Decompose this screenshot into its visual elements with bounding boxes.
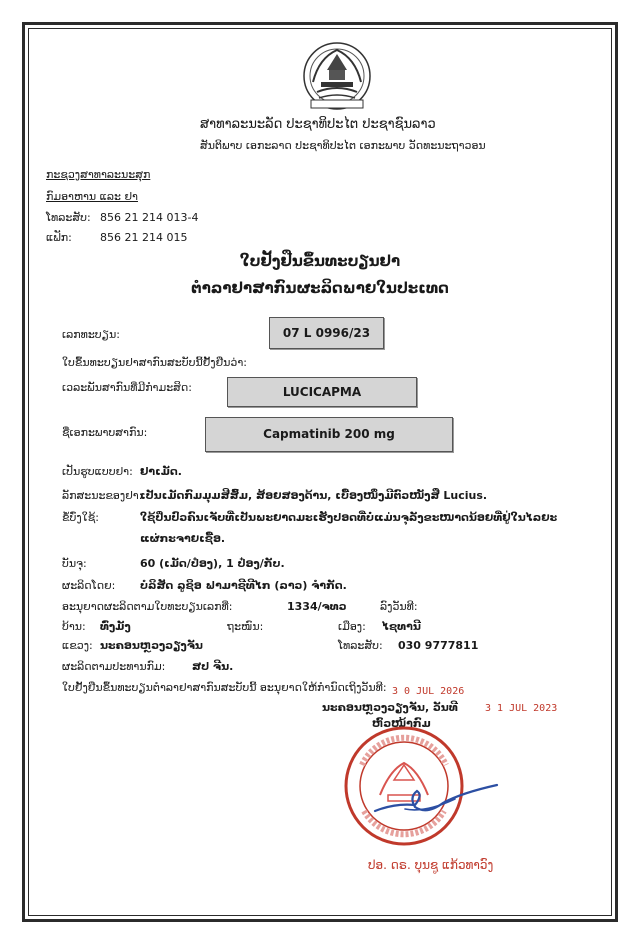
description-label: ລັກສະນະຂອງຢາ: <box>62 489 143 502</box>
district-label: ເມືອງ: <box>338 620 366 633</box>
lao-national-emblem-icon <box>299 40 375 114</box>
fax-label: ແຟັກ: <box>46 231 72 244</box>
description-value: ເປັນເມັດກົມມຸມສີສົ້ມ, ສ້ອຍສອງດ້ານ, ເບື້ອງໜຶ່ງມີຕົວໜັງສື Lucius. <box>140 489 488 502</box>
document-title: ໃບຢັ້ງຢືນຂຶ້ນທະບຽນຢາ <box>239 252 401 270</box>
dosage-form-value: ຢາເມັດ. <box>140 465 182 478</box>
generic-name-label: ຊື່ເອກະພາບສາກົນ: <box>62 426 148 439</box>
certification-intro: ໃບຂຶ້ນທະບຽນຢາສາກົນສະບັບນີ້ຢັ້ງຢືນວ່າ: <box>62 356 247 369</box>
phone-value: 030 9777811 <box>398 639 479 652</box>
generic-name-value: Capmatinib 200 mg <box>263 427 395 441</box>
brand-name-box <box>227 377 417 407</box>
generic-name-box <box>205 417 453 452</box>
packaging-label: ບັນຈຸ: <box>62 557 87 570</box>
brand-name-label: ເວລະພັນສາກົນທີ່ມີກຳມະສິດ: <box>62 381 192 394</box>
handwritten-signature <box>365 775 505 825</box>
brand-name-value: LUCICAPMA <box>282 385 362 399</box>
village-value: ທົ່ງມັງ <box>100 620 131 633</box>
registration-number-value: 07 L 0996/23 <box>282 326 371 340</box>
manufacturer-value: ບໍລິສັດ ລູຊິອ ຟາມາຊີທີໄກ (ລາວ) ຈຳກັດ. <box>140 579 347 592</box>
nation-name: ສາທາລະນະລັດ ປະຊາທິປະໄຕ ປະຊາຊົນລາວ <box>200 117 436 132</box>
department-name: ກົມອາຫານ ແລະ ຢາ <box>46 190 138 203</box>
permit-date-label: ລົງວັນທີ: <box>380 600 418 613</box>
phone-label: ໂທລະສັບ: <box>338 639 383 652</box>
telephone-label: ໂທລະສັບ: <box>46 211 91 224</box>
license-under-value: ສປ ຈີນ. <box>192 660 234 673</box>
signing-date-stamp: 3 1 JUL 2023 <box>485 703 558 714</box>
permit-number: 1334/ຈທວ <box>287 600 347 613</box>
village-label: ບ້ານ: <box>62 620 86 633</box>
manufacturer-label: ຜະລິດໂດຍ: <box>62 579 116 592</box>
indication-value-line2: ແຜ່ກະຈາຍເຊື້ອ. <box>140 532 226 545</box>
street-label: ຖະໜົນ: <box>227 620 264 633</box>
packaging-value: 60 (ເມັດ/ປ໋ອງ), 1 ປ໋ອງ/ກັບ. <box>140 557 285 570</box>
telephone-value: 856 21 214 013-4 <box>100 211 199 224</box>
registration-number-box <box>269 317 384 349</box>
province-label: ແຂວງ: <box>62 639 93 652</box>
dosage-form-label: ເປັນຮູບແບບຢາ: <box>62 465 133 478</box>
province-value: ນະຄອນຫຼວງວຽງຈັນ <box>100 639 203 652</box>
valid-until-date-stamp: 3 0 JUL 2026 <box>392 686 465 697</box>
license-under-label: ຜະລິດຕາມປະທານກົມ: <box>62 660 166 673</box>
district-value: ໄຊທານີ <box>382 620 421 633</box>
national-motto: ສັນຕິພາບ ເອກະລາດ ປະຊາທິປະໄຕ ເອກະພາບ ວັດທະນະຖາວອນ <box>200 139 486 152</box>
indication-label: ຂໍ້ບົ່ງໃຊ້: <box>62 511 99 524</box>
signatory-role: ຫົວໜ້າກົມ <box>372 717 431 730</box>
registration-number-label: ເລກທະບຽນ: <box>62 328 120 341</box>
indication-value-line1: ໃຊ້ປິ່ນປົວຄົນເຈັບທີ່ເປັນພະຍາດມະເຮັງປອດທີ່ບໍ່ແມ່ນຈຸລັງຂະໜາດນ້ອຍທີ່ຢູ່ໃນໄລຍະ <box>140 511 558 524</box>
ministry-name: ກະຊວງສາທາລະນະສຸກ <box>46 168 151 181</box>
permit-label: ອະນຸຍາດຜະລິດຕາມໃບທະບຽນເລກທີ່: <box>62 600 233 613</box>
validity-text: ໃບຢັ້ງຢືນຂຶ້ນທະບຽນຕຳລາຢາສາກົນສະບັບນີ້ ອະນຸຍາດໃຫ້ກຳນົດເຖິງວັນທີ: <box>62 681 387 694</box>
document-subtitle: ຕຳລາຢາສາກົນຜະລິດພາຍໃນປະເທດ <box>191 279 449 297</box>
fax-value: 856 21 214 015 <box>100 231 188 244</box>
signing-place-label: ນະຄອນຫຼວງວຽງຈັນ, ວັນທີ <box>322 701 458 714</box>
signatory-name: ປອ. ດຣ. ບຸນຊູ ແກ້ວທາວົງ <box>368 858 494 872</box>
